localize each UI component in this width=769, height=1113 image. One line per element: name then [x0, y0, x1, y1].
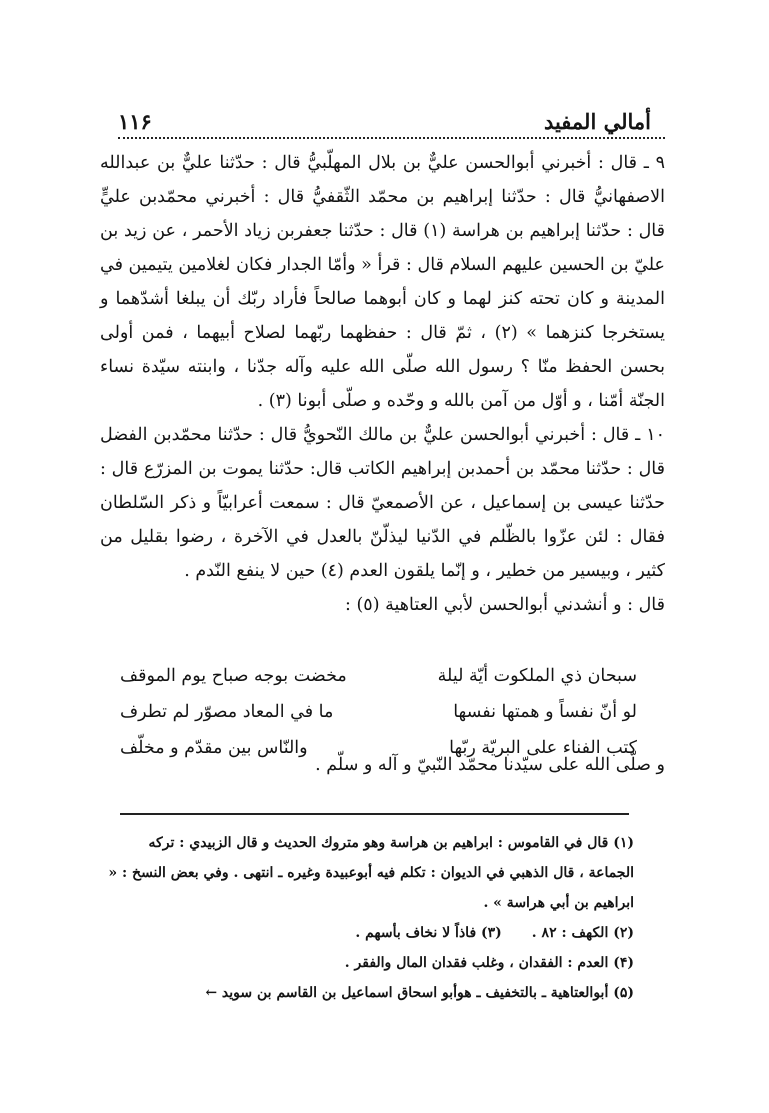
- paragraph-hadith-9: ٩ ـ قال : أخبرني أبوالحسن عليٌّ بن بلال المهلّبيُّ قال : حدّثنا عليٌّ بن عبدالله الاصفهانيُّ قال : حدّثنا إبراهيم بن محمّد الثّقفيُّ قال : أخبرني محمّدبن عليٍّ قال : حدّثنا إبراهيم بن هراسة (١) قال : حدّثنا جعفربن زياد الأحمر ، عن زيد بن عليّ بن الحسين عليهم السلام قال : قرأ « وأمّا الجدار فكان لغلامين يتيمين في المدينة و كان تحته كنز لهما و كان أبوهما صالحاً فأراد ربّك أن يبلغا أشدّهما و يستخرجا كنزهما » (٢) ، ثمّ قال : حفظهما ربّهما لصلاح أبيهما ، فمن أولى بحسن الحفظ منّا ؟ رسول الله صلّى الله عليه وآله جدّنا ، وابنته سيّدة نساء الجنّة أمّنا ، و أوّل من آمن بالله و وحّده و صلّى أبونا (٣) .: [100, 153, 665, 411]
- verse-second-half: والنّاس بين مقدّم و مخلّف: [120, 738, 308, 758]
- footnote-4: (۴) العدم : الفقدان ، وغلب فقدان المال والفقر .: [344, 955, 634, 971]
- paragraph-poem-intro: قال : و أنشدني أبوالحسن لأبي العتاهية (٥) :: [345, 595, 665, 615]
- footnote-rule: [120, 813, 629, 815]
- running-title: أمالي المفيد: [543, 109, 651, 134]
- verse-first-half: لو أنّ نفساً و همتها نفسها: [453, 702, 637, 722]
- poem-verse: [120, 694, 637, 730]
- footnote-1: (١) قال في القاموس : ابراهيم بن هراسة وهو متروك الحديث و قال الزبيدي : تركه الجماعة ، قال الذهبي في الديوان : تكلم فيه أبوعبيدة وغيره ـ انتهى . وفي بعض النسخ : « ابراهيم بن أبي هراسة » .: [108, 835, 634, 911]
- closing-line: و صلّى الله على سيّدنا محمّد النّبيّ و آله و سلّم .: [315, 755, 665, 775]
- page-number: ١١۶: [118, 109, 152, 134]
- poem-verse: [120, 658, 637, 694]
- header-dotted-rule: [118, 137, 665, 139]
- footnotes: [100, 828, 634, 1008]
- verse-first-half: سبحان ذي الملكوت أيّة ليلة: [437, 666, 637, 686]
- footnote-3: (٣) فاذاً لا نخاف بأسهم .: [355, 925, 502, 941]
- footnote-2: (٢) الكهف : ٨٢ .: [531, 925, 634, 941]
- verse-second-half: مخضت بوجه صباح يوم الموقف: [120, 666, 347, 686]
- page-header: [118, 98, 651, 134]
- verse-second-half: ما في المعاد مصوّر لم تطرف: [120, 702, 334, 722]
- footnote-5: (۵) أبوالعتاهية ـ بالتخفيف ـ هوأبو اسحاق اسماعيل بن القاسم بن سويد ←: [205, 985, 634, 1001]
- paragraph-hadith-10: ١٠ ـ قال : أخبرني أبوالحسن عليٌّ بن مالك النّحويُّ قال : حدّثنا محمّدبن الفضل قال : حدّثنا محمّد بن أحمدبن إبراهيم الكاتب قال: حدّثنا يموت بن المزرّع قال : حدّثنا عيسى بن إسماعيل ، عن الأصمعيّ قال : سمعت أعرابيّاً و ذكر السّلطان فقال : لئن عزّوا بالظّلم في الدّنيا ليذلّنّ بالعدل في الآخرة ، رضوا بقليل من كثير ، وبيسير من خطير ، و إنّما يلقون العدم (٤) حين لا ينفع النّدم .: [100, 425, 665, 581]
- verse-first-half: كتب الفناء على البريّة ربّها: [449, 738, 637, 758]
- main-text: [100, 146, 665, 622]
- footnote-row-2-3: [100, 918, 634, 948]
